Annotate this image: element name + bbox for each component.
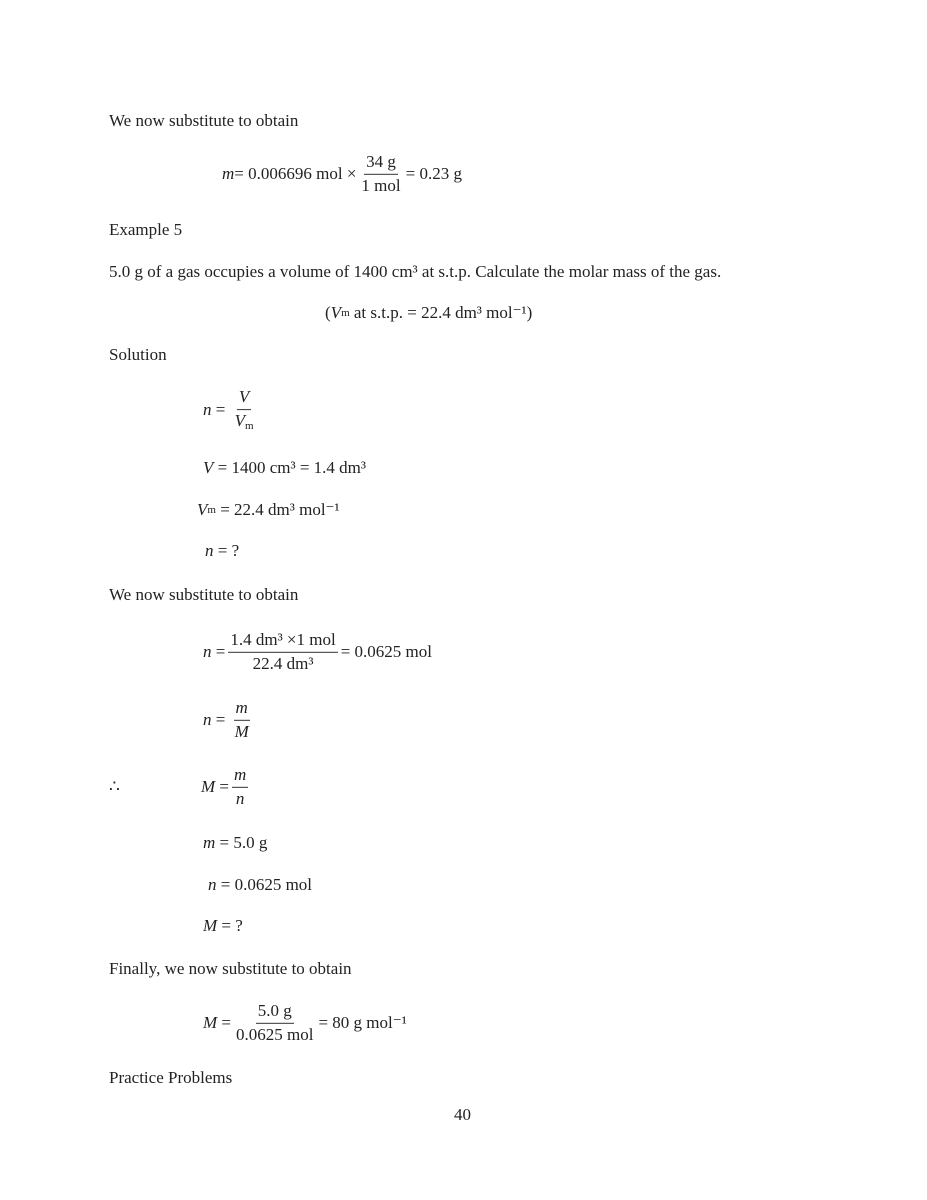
denominator: 1 mol [361, 175, 401, 195]
problem-statement: 5.0 g of a gas occupies a volume of 1400 cm³ at s.t.p. Calculate the molar mass of the gas. [109, 262, 722, 281]
var: m [203, 833, 216, 852]
equation-V [203, 458, 366, 478]
var: M [201, 777, 216, 796]
eq-text: = 22.4 dm³ mol⁻¹ [215, 500, 340, 519]
eq-text: = ? [217, 916, 243, 935]
given-text: at s.t.p. = 22.4 dm³ mol⁻¹) [349, 303, 533, 322]
paragraph-substitute: We now substitute to obtain [109, 585, 299, 604]
eq-text: = 0.006696 mol × [234, 164, 357, 183]
fraction [232, 766, 248, 808]
solution-heading: Solution [109, 345, 167, 364]
var: V [203, 458, 214, 477]
eq-text: = ? [213, 541, 240, 560]
numerator: 1.4 dm³ ×1 mol [228, 631, 337, 653]
equation-n-value [208, 875, 312, 895]
var: n [203, 710, 212, 729]
var: M [203, 916, 218, 935]
denominator: M [234, 721, 249, 741]
fraction [359, 153, 402, 195]
practice-heading: Practice Problems [109, 1068, 233, 1087]
numerator: m [234, 699, 250, 721]
var: V [197, 500, 208, 519]
eq-sign: = [211, 642, 226, 661]
eq-sign: = [215, 777, 230, 796]
var: V [234, 410, 245, 430]
equation-M-unknown [203, 916, 243, 936]
numerator: m [232, 766, 248, 788]
equation-n-unknown [205, 541, 239, 561]
eq-result: = 0.23 g [405, 164, 462, 183]
eq-text: = 0.0625 mol [216, 875, 313, 894]
var: M [203, 1013, 218, 1032]
numerator: 5.0 g [256, 1002, 294, 1024]
eq-sign: = [211, 710, 230, 729]
denominator: 22.4 dm³ [252, 653, 314, 673]
eq-text: = 1400 cm³ = 1.4 dm³ [213, 458, 367, 477]
given-data [325, 303, 532, 323]
eq-text: = 5.0 g [215, 833, 268, 852]
paragraph-finally: Finally, we now substitute to obtain [109, 959, 352, 978]
eq-result: = 80 g mol⁻¹ [318, 1013, 407, 1032]
denominator: n [235, 788, 245, 808]
equation-n-V [203, 388, 259, 432]
paren: ( [325, 303, 331, 322]
fraction [234, 1002, 315, 1044]
example-heading: Example 5 [109, 220, 183, 239]
equation-m [203, 833, 267, 853]
numerator: V [237, 388, 251, 410]
equation-mass [222, 153, 462, 195]
subscript: m [244, 419, 254, 432]
paragraph-substitute: We now substitute to obtain [109, 111, 299, 130]
numerator: 34 g [364, 153, 398, 175]
equation-M-m-n [201, 766, 251, 808]
page-number: 40 [454, 1105, 471, 1124]
subscript: m [207, 504, 216, 516]
var: n [203, 400, 212, 419]
fraction [228, 631, 337, 673]
var: V [330, 303, 342, 322]
eq-sign: = [211, 400, 230, 419]
var: n [203, 642, 212, 661]
var: n [208, 875, 217, 894]
equation-Vm [197, 500, 340, 520]
var: m [222, 164, 235, 183]
subscript: m [341, 307, 350, 319]
therefore-symbol: ∴ [109, 777, 120, 796]
var: n [205, 541, 214, 560]
eq-sign: = [217, 1013, 232, 1032]
fraction [233, 699, 251, 741]
denominator: 0.0625 mol [236, 1024, 314, 1044]
eq-result: = 0.0625 mol [340, 642, 432, 661]
denominator [233, 410, 256, 432]
equation-n-m-M [203, 699, 254, 741]
equation-n-calc [203, 631, 432, 673]
fraction [233, 388, 256, 432]
equation-M-calc [203, 1002, 407, 1044]
